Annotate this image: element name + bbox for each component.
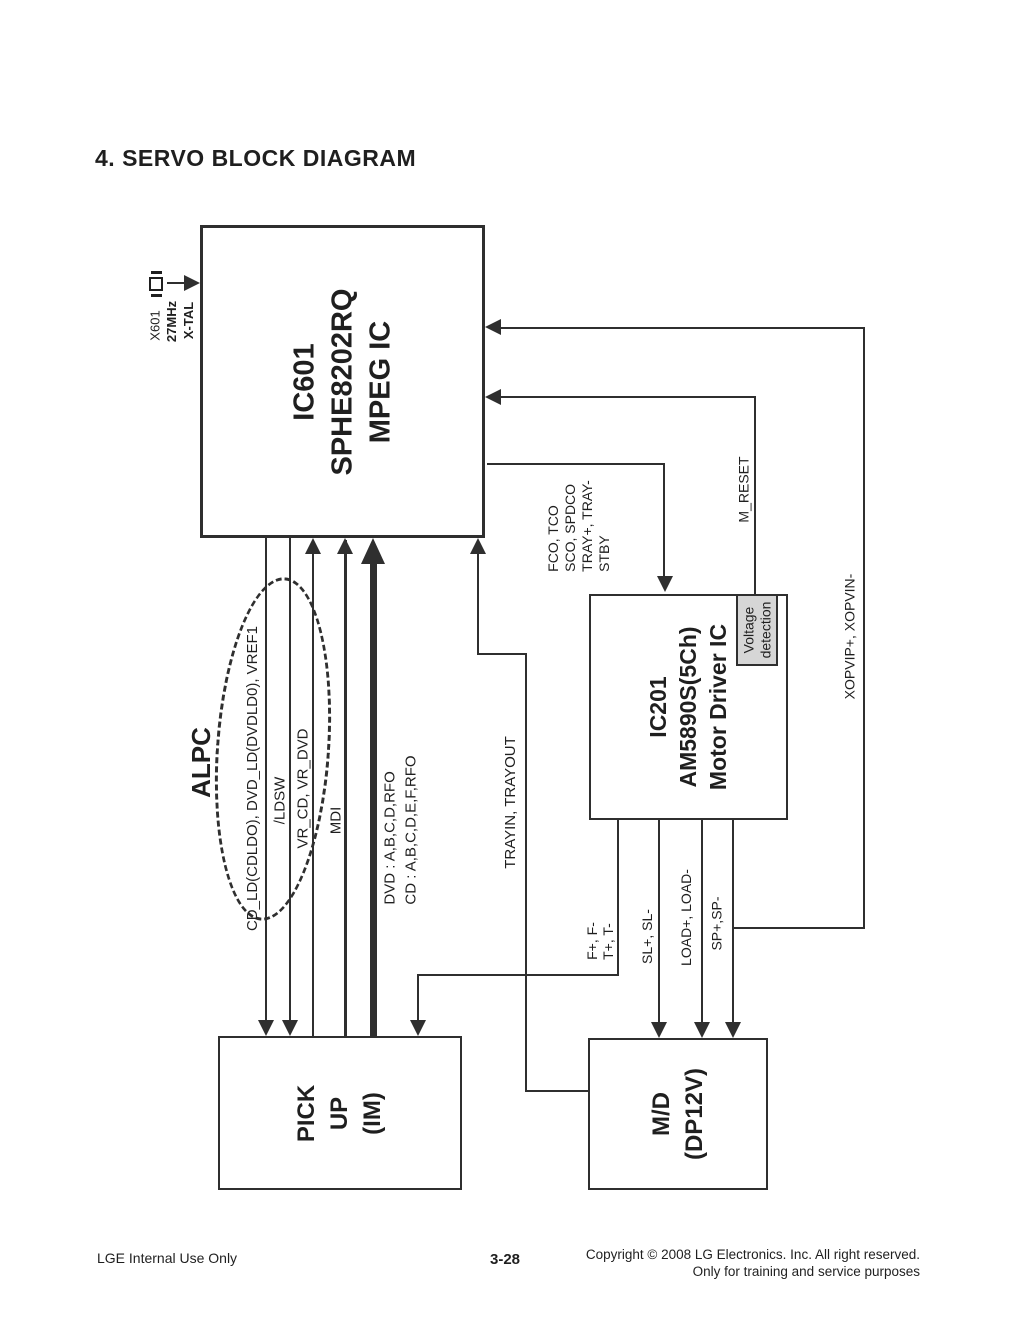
wire-ft-v1 bbox=[617, 820, 619, 976]
voltage-detection-label bbox=[738, 596, 776, 664]
arrow-right-xtal bbox=[184, 275, 200, 291]
wire-tray-h1 bbox=[477, 653, 527, 655]
crystal-symbol-icon bbox=[149, 277, 163, 291]
block-md bbox=[588, 1038, 768, 1190]
pickup-line1: PICK bbox=[293, 1084, 321, 1142]
motor-driver-desc: Motor Driver IC bbox=[705, 623, 732, 791]
mpeg-ic-part: SPHE8202RQ bbox=[326, 288, 359, 475]
arrow-up-vr bbox=[305, 538, 321, 554]
wire-fco-h bbox=[487, 463, 665, 465]
signal-rf-dvd: DVD : A,B,C,D,RFO bbox=[382, 771, 399, 905]
wire-mreset-v bbox=[754, 396, 756, 594]
arrow-down-ldsw bbox=[282, 1020, 298, 1036]
signal-fco-2: SCO, SPDCO bbox=[562, 483, 578, 572]
arrow-up-rf bbox=[361, 538, 385, 564]
wire-tray-v1 bbox=[477, 542, 479, 655]
block-mpeg-ic bbox=[200, 225, 485, 538]
wire-xopv-v bbox=[863, 327, 865, 929]
crystal-symbol-plate-top bbox=[151, 271, 162, 274]
wire-load bbox=[701, 820, 703, 1023]
wire-ft-h bbox=[417, 974, 619, 976]
arrow-down-sp bbox=[725, 1022, 741, 1038]
mpeg-ic-ref: IC601 bbox=[288, 342, 321, 421]
wire-mdi bbox=[344, 540, 347, 1036]
arrow-left-xopv bbox=[485, 319, 501, 335]
document-page: 4. SERVO BLOCK DIAGRAM IC601 SPHE8202RQ MPEG IC IC201 AM5890S(5Ch) Motor Driver IC Voltage detection PICK UP (IM) M/D (DP12V) X601 27MHz X-TAL ALPC CD_LD(CDLDO), DVD_LD(DVDLD0), VREF1 /LDSW VR_CD, VR_DVD MDI DVD : A,B,C,D,RFO CD : A,B,C,D,E,F,RFO TRAYIN, TRAYOUT FCO, TCO SCO, SPDCO TRAY+, TRAY- STBY M_RESET XOPVIP+, XOPVIN- F+, F- T+, T- SL+, SL- LOAD+, LOAD- SP+,SP- LGE Internal Use Only 3-28 Copyright © 2008 LG Electronics. Inc. All right reserved. Only for training and service purposes bbox=[0, 0, 1015, 1322]
wire-tray-v2 bbox=[525, 653, 527, 1092]
signal-ft-tracking: T+, T- bbox=[600, 923, 617, 960]
footer-internal-use: LGE Internal Use Only bbox=[97, 1250, 238, 1266]
block-voltage-detection bbox=[736, 594, 778, 666]
signal-ft-focus: F+, F- bbox=[584, 922, 601, 960]
arrow-up-mdi bbox=[337, 538, 353, 554]
md-label bbox=[590, 1040, 766, 1188]
wire-xopv-h-top bbox=[492, 327, 865, 329]
wire-rf-thick bbox=[370, 548, 377, 1036]
block-mpeg-ic-label bbox=[203, 228, 482, 535]
signal-fco-3: TRAY+, TRAY- bbox=[579, 480, 595, 572]
arrow-down-sl bbox=[651, 1022, 667, 1038]
crystal-symbol-plate-bottom bbox=[151, 294, 162, 297]
voltage-detection-line2: detection bbox=[757, 601, 774, 659]
signal-fco-1: FCO, TCO bbox=[545, 505, 561, 572]
arrow-down-ft bbox=[410, 1020, 426, 1036]
mpeg-ic-desc: MPEG IC bbox=[364, 320, 397, 443]
motor-driver-part: AM5890S(5Ch) bbox=[675, 626, 702, 788]
page-title: 4. SERVO BLOCK DIAGRAM bbox=[95, 145, 417, 171]
footer-page-number: 3-28 bbox=[490, 1251, 521, 1268]
wire-sl bbox=[658, 820, 660, 1023]
wire-xopv-h-bottom bbox=[734, 927, 865, 929]
wire-sp bbox=[732, 820, 734, 1023]
arrow-left-mreset bbox=[485, 389, 501, 405]
wire-ft-v2 bbox=[417, 974, 419, 1022]
footer-copyright bbox=[586, 1246, 920, 1280]
pickup-line3: (IM) bbox=[359, 1091, 387, 1135]
alpc-ellipse bbox=[204, 573, 342, 924]
arrow-up-tray bbox=[470, 538, 486, 554]
footer-copyright-line2: Only for training and service purposes bbox=[692, 1264, 920, 1279]
arrow-down-load bbox=[694, 1022, 710, 1038]
footer-copyright-line1: Copyright © 2008 LG Electronics. Inc. All right reserved. bbox=[585, 1247, 920, 1262]
wire-tray-h2 bbox=[525, 1090, 588, 1092]
wire-ld-vref bbox=[265, 538, 267, 1034]
arrow-down-ld bbox=[258, 1020, 274, 1036]
signal-fco-4: STBY bbox=[596, 535, 612, 572]
motor-driver-ref: IC201 bbox=[645, 676, 672, 738]
wire-fco-v bbox=[663, 463, 665, 579]
voltage-detection-line1: Voltage bbox=[740, 606, 757, 654]
wire-mreset-h bbox=[492, 396, 756, 398]
signal-rf-cd: CD : A,B,C,D,E,F,RFO bbox=[403, 755, 420, 905]
arrow-down-fco bbox=[657, 576, 673, 592]
pickup-line2: UP bbox=[326, 1096, 354, 1130]
pickup-label bbox=[220, 1038, 460, 1188]
md-line2: (DP12V) bbox=[681, 1067, 708, 1161]
block-pickup bbox=[218, 1036, 462, 1190]
md-line1: M/D bbox=[648, 1092, 675, 1136]
